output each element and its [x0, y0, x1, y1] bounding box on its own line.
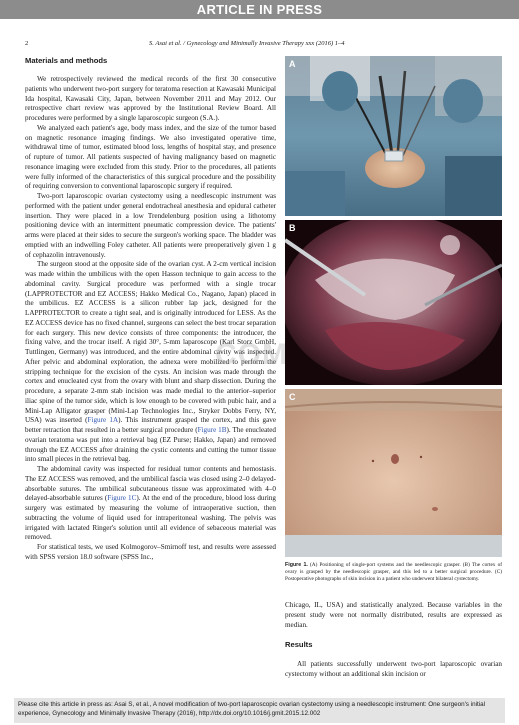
results-heading: Results: [285, 640, 313, 650]
methods-column: [25, 56, 276, 563]
watermark: COM: [215, 338, 288, 371]
text-segment: ). At the end of the procedure, blood loss during surgery was estimated by measuring the volume of intraoperative suction, then subtracting the volume of liquid used for intraperitoneal washing. The pelvis was irrigated with lactated Ringer's solution until all evidence of sebaceous material was removed.: [25, 494, 276, 542]
caption-label: Figure 1.: [285, 562, 308, 568]
methods-paragraph-1: We retrospectively reviewed the medical records of the first 30 consecutive patients who underwent two-port surgery for teratoma resection at Kawasaki Municipal Ida hospital, Kawasaki City, Japan, between November 2011 and May 2012. Our retrospective chart review was approved by the Institutional Review Board. All procedures were performed by a single laparoscopic surgeon (S.A.).: [25, 75, 276, 122]
figure-panel-a: [285, 56, 502, 216]
text-segment: ). The enucleated ovarian teratoma was put into a retrieval bag (EZ Purse; Hakko, Japan) and removed through the EZ ACCESS after draining the cystic contents and cutting the tumor tissue into small pieces in the retrieval bag.: [25, 426, 277, 464]
panel-label-c: C: [289, 392, 296, 402]
figure-1a-link[interactable]: Figure 1A: [87, 416, 119, 425]
citation-footer: Please cite this article in press as: Asai S, et al., A novel modification of two-port laparoscopic ovarian cystectomy using a needlescopic instrument: One surgeon's initial experience, Gynecology and Minimally Invasive Therapy (2016), http://dx.doi.org/10.1016/j.gmit.2015.12.002: [14, 698, 505, 723]
figure-panel-b: [285, 220, 502, 385]
postoperative-skin-photo: [285, 389, 502, 557]
figure-panel-c: [285, 389, 502, 557]
operating-room-photo: [285, 56, 502, 216]
methods-paragraph-2: We analyzed each patient's age, body mass index, and the size of the tumor based on magnetic resonance imaging findings. We also investigated operative time, withdrawal time of tumor, estimated blood loss, lengths of hospital stay, and presence of rupture of tumor. All patients suspected of having malignancy based on magnetic resonance imaging were excluded from this study. Prior to the procedures, all patients were fully informed of the characteristics of this surgical procedure and the possibility of requiring conversion to conventional laparoscopic surgery if required.: [25, 123, 276, 191]
results-paragraph: All patients successfully underwent two-port laparoscopic ovarian cystectomy without an additional skin incision or: [285, 660, 502, 678]
methods-paragraph-3: Two-port laparoscopic ovarian cystectomy using a needlescopic instrument was performed with the patient under general endotracheal anesthesia and epidural catheter insertion. They were placed in a low Trendelenburg position using a lithotomy positioning device with an intermittent pneumatic compression device. The patients' arms were placed at their sides to secure the surgeon's working space. The bladder was emptied with an indwelling Foley catheter. All patients were preoperatively given 1 g of cephazolin intravenously.: [25, 192, 276, 259]
text-segment: The surgeon stood at the opposite side of the ovarian cyst. A 2-cm vertical incision was made within the umbilicus with the open Hasson technique to gain access to the abdominal cavity. Surgical procedure was performed with a single trocar (LAPPROTECTOR and EZ ACCESS; Hakko Medical Co., Nagano, Japan) placed in the umbilicus. EZ ACCESS is a silicon rubber lap jack, designed for the LAPPROTECTOR to create a tight seal, and is originally introduced for LESS. As the EZ ACCESS device has no fixed channel, surgeons can select the best trocar separation for each surgery. This new device consists of three components: the introducer, the fixing valve, and the trocar itself. A rigid 30°, 5-mm laparoscope (Karl Storz GmbH, Tuttlingen, Germany) was introduced, and the entire abdominal cavity was inspected. After pelvic and abdominal exploration, the adnexa were mobilized to perform the stripping technique for the excision of the cysts. An incision was made through the cortex and enucleated cyst from the ovary with blunt and sharp dissection. During the procedure, a separate 2-mm stab incision was made medial to the anterior–superior iliac spine of the tumor side, which is low enough to be covered with pubic hair, and a Mini-Lap Alligator grasper (Mini-Lap Technologies Inc., Stryker Dobbs Ferry, NY, USA) was inserted (: [25, 260, 276, 425]
right-text-column: [285, 601, 502, 680]
methods-paragraph-5: [25, 465, 276, 543]
text-segment: ). This instrument grasped the cortex, and this gave better retraction that resulted in a better surgical procedure (: [25, 416, 277, 434]
journal-citation: S. Asai et al. / Gynecology and Minimally Invasive Therapy xxx (2016) 1–4: [149, 40, 345, 47]
panel-label-a: A: [289, 59, 296, 69]
figure-1c-link[interactable]: Figure 1C: [107, 494, 137, 503]
figure-1b-link[interactable]: Figure 1B: [197, 426, 227, 434]
methods-paragraph-4: [25, 260, 276, 465]
methods-heading: Materials and methods: [25, 56, 108, 65]
methods-continuation: Chicago, IL, USA) and statistically analyzed. Because variables in the present study were not normally distributed, results are expressed as median.: [285, 601, 502, 629]
text-segment: The abdominal cavity was inspected for residual tumor contents and hemostasis. The EZ ACCESS was removed, and the umbilical fascia was closed using 2–0 delayed-absorbable sutures. The umbilical subcutaneous tissue was approximated with 4–0 delayed-absorbable sutures (: [25, 465, 276, 503]
laparoscopic-view-photo: [285, 220, 502, 385]
figure-1: [285, 56, 502, 557]
caption-text: (A) Positioning of single-port systems and the needlescopic grasper. (B) The cortex of ovary is grasped by the needlescopic grasper, and this led to a better surgical procedure. (C) Postoperative photographs of skin incision in a patient who underwent bilateral cystectomy.: [285, 562, 502, 582]
panel-label-b: B: [289, 223, 296, 233]
article-in-press-banner: ARTICLE IN PRESS: [0, 0, 519, 19]
methods-paragraph-6: For statistical tests, we used Kolmogorov–Smirnoff test, and results were assessed with SPSS version 18.0 software (SPSS Inc.,: [25, 543, 276, 561]
page-number: 2: [25, 40, 29, 47]
figure-caption: [285, 562, 502, 583]
